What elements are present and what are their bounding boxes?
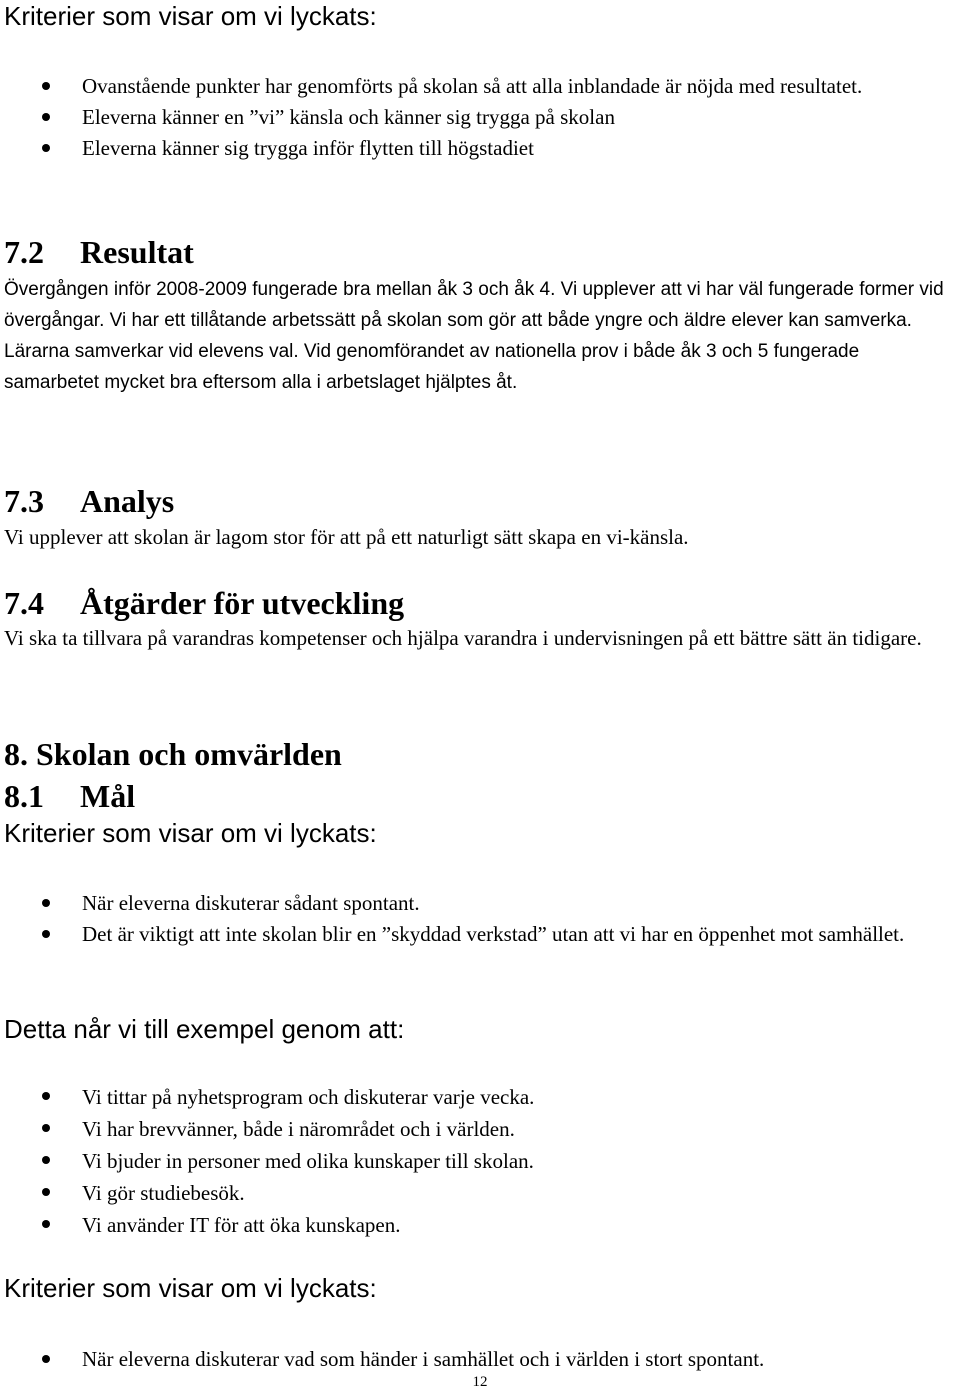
bullet-icon — [42, 144, 50, 152]
criteria-list — [0, 71, 960, 164]
list-item: Ovanstående punkter har genomförts på skolan så att alla inblandade är nöjda med resultatet. — [0, 71, 960, 102]
page-number: 12 — [472, 1374, 488, 1390]
methods-heading: Detta når vi till exempel genom att: — [4, 1014, 405, 1044]
bullet-icon — [42, 82, 50, 90]
results-paragraph: Övergången inför 2008-2009 fungerade bra mellan åk 3 och åk 4. Vi upplever att vi har väl fungerade former vid övergångar. Vi har ett tillåtande arbetssätt på skolan som gör att både yngre och äldre elever kan samverka. Lärarna samverkar vid elevens val. Vid genomförandet av nationella prov i både åk 3 och 5 fungerade samarbetet mycket bra eftersom alla i arbetslaget hjälptes åt. — [4, 279, 944, 393]
section-number: 7.2 — [4, 234, 44, 270]
bullet-icon — [42, 1220, 50, 1228]
bullet-icon — [42, 930, 50, 938]
bullet-icon — [42, 1156, 50, 1164]
list-item: Vi gör studiebesök. — [0, 1177, 960, 1209]
methods-list — [0, 1081, 960, 1241]
criteria-heading: Kriterier som visar om vi lyckats: — [4, 1273, 377, 1303]
bullet-icon — [42, 1124, 50, 1132]
bullet-icon — [42, 113, 50, 121]
section-number: 8.1 — [4, 778, 44, 814]
section-title: Resultat — [80, 234, 194, 270]
section-title: Analys — [80, 483, 175, 519]
criteria-heading: Kriterier som visar om vi lyckats: — [4, 818, 377, 848]
analysis-paragraph: Vi upplever att skolan är lagom stor för att på ett naturligt sätt skapa en vi-känsla. — [4, 525, 689, 549]
actions-paragraph: Vi ska ta tillvara på varandras kompetenser och hjälpa varandra i undervisningen på ett bättre sätt än tidigare. — [4, 626, 922, 650]
bullet-icon — [42, 899, 50, 907]
list-item: Vi använder IT för att öka kunskapen. — [0, 1209, 960, 1241]
list-item: Vi tittar på nyhetsprogram och diskuterar varje vecka. — [0, 1081, 960, 1113]
section-heading-8-1 — [4, 777, 135, 815]
section-heading-7-3 — [4, 482, 174, 520]
list-item: Vi har brevvänner, både i närområdet och i världen. — [0, 1113, 960, 1145]
list-item: När eleverna diskuterar vad som händer i samhället och i världen i stort spontant. — [0, 1344, 960, 1375]
bullet-icon — [42, 1188, 50, 1196]
list-item: Det är viktigt att inte skolan blir en ”skyddad verkstad” utan att vi har en öppenhet mot samhället. — [0, 919, 960, 950]
criteria-heading: Kriterier som visar om vi lyckats: — [4, 1, 377, 31]
bullet-icon — [42, 1092, 50, 1100]
criteria-list — [0, 1344, 960, 1375]
list-item: När eleverna diskuterar sådant spontant. — [0, 888, 960, 919]
criteria-list — [0, 888, 960, 950]
section-number: 7.4 — [4, 585, 44, 621]
list-item: Eleverna känner en ”vi” känsla och känner sig trygga på skolan — [0, 102, 960, 133]
bullet-icon — [42, 1355, 50, 1363]
section-title: Åtgärder för utveckling — [80, 585, 405, 621]
section-heading-7-2 — [4, 233, 194, 271]
list-item: Vi bjuder in personer med olika kunskaper till skolan. — [0, 1145, 960, 1177]
section-title: Mål — [80, 778, 136, 814]
chapter-heading-8: 8. Skolan och omvärlden — [4, 736, 342, 772]
section-number: 7.3 — [4, 483, 44, 519]
list-item: Eleverna känner sig trygga inför flytten till högstadiet — [0, 133, 960, 164]
section-heading-7-4 — [4, 584, 404, 622]
